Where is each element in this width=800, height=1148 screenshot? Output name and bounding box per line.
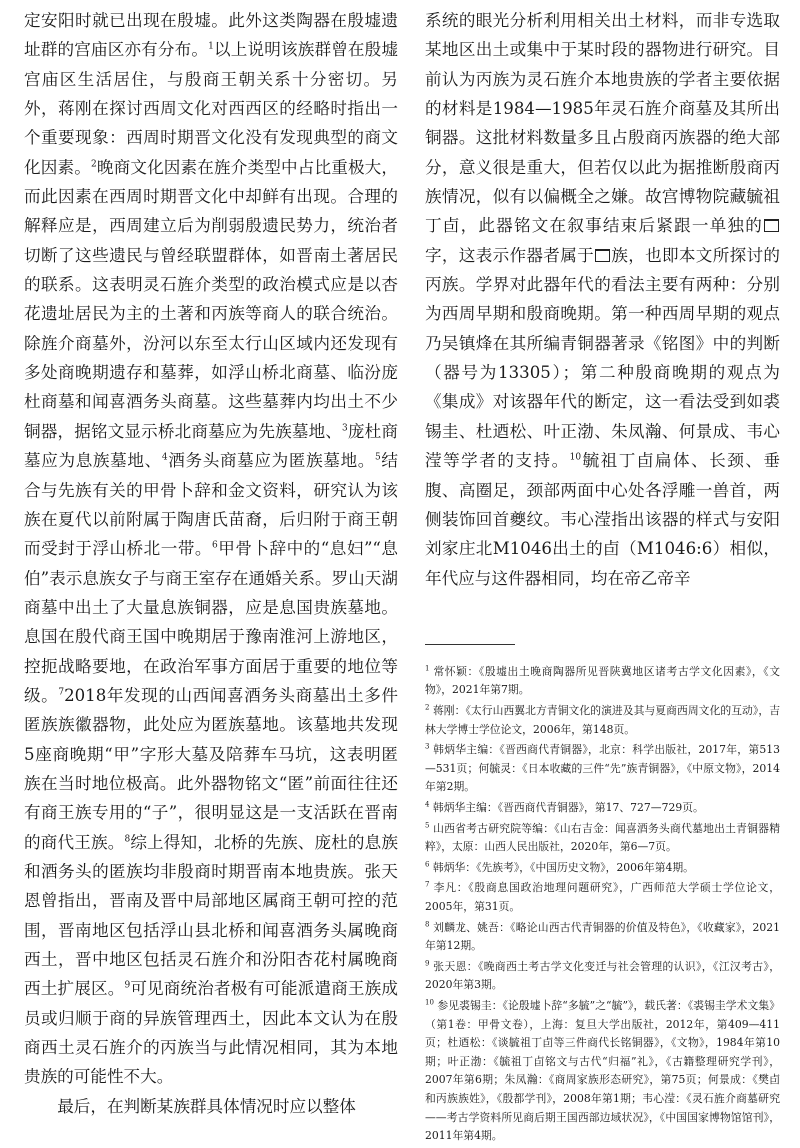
body-paragraph (425, 6, 780, 593)
text-run: 系统的眼光分析利用相关出土材料，而非专选取某地区出土或集中于某时段的器物进行研究。目前认为丙族为灵石旌介本地贵族的学者主要依据的材料是1984—1985年灵石旌介商墓及其所出铜器。这批材料数量多且占殷商丙族器的绝大部分，意义很是重大，但若仅以此为据推断殷商丙族情况，似有以偏概全之嫌。故宫博物院藏毓祖丁卣，此器铭文在叙事结束后紧跟一单独的 (425, 11, 780, 236)
footnotes (425, 663, 780, 1146)
text-run: 2018年发现的山西闻喜酒务头商墓出土多件匿族族徽器物，此处应为匿族墓地。该墓地共发现5座商晚期“甲”字形大墓及陪葬车马坑，这表明匿族在当时地位极高。此外器物铭文“匿”前面往往还有商王族专用的“子”，很明显这是一支活跃在晋南的商代王族。 (24, 685, 399, 852)
footnote-text: 韩炳华：《先族考》，《中国历史文物》，2006年第4期。 (429, 860, 694, 874)
text-run: 毓祖丁卣扁体、长颈、垂腹、高圈足，颈部两面中心处各浮雕一兽首，两侧装饰回首夔纹。韦心滢指出该器的样式与安阳刘家庄北M1046出土的卣（M1046:6）相似，年代应与这件器相同，均在帝乙帝辛 (425, 451, 781, 588)
footnote-ref: 4 (161, 452, 168, 463)
text-run: 庞杜商墓应为息族墓地、 (24, 421, 398, 471)
text-run: 可见商统治者极有可能派遣商王族成员或归顺于商的异族管理西土，因此本文认为在殷商西土灵石旌介的丙族当与此情况相同，其为本地贵族的可能性不大。 (24, 979, 399, 1087)
footnote-number: 4 (425, 800, 430, 809)
footnote (425, 663, 780, 700)
footnote-text: 刘麟龙、姚吾：《略论山西古代青铜器的价值及特色》，《收藏家》，2021年第12期。 (425, 920, 780, 953)
footnote-number: 8 (425, 920, 430, 928)
footnote (425, 919, 780, 956)
footnote (425, 958, 780, 995)
footnote-number: 9 (425, 959, 430, 968)
left-column (24, 6, 398, 1121)
footnote (425, 859, 780, 878)
bing-clan-glyph (595, 249, 610, 262)
body-paragraph (24, 6, 398, 1092)
footnote-ref: 9 (124, 980, 131, 991)
footnote-divider (425, 644, 515, 645)
footnote-text: 参见裘锡圭：《论殷墟卜辞“多毓”之“毓”》，载氏著：《裘锡圭学术文集》（第1卷：甲骨文卷），上海：复旦大学出版社，2012年，第409—411页；杜迺松：《谈毓祖丁卣等三件商代长铭铜器》，《文物》，1984年第10期；叶正渤：《毓祖丁卣铭文与古代“归福”礼》，《古籍整理研究学刊》，2007年第6期；朱凤瀚：《商周家族形态研究》，第75页；何景成：《樊卣和丙族族姓》，《殷都学刊》，2008年第1期；韦心滢：《灵石旌介商墓研究——考古学资料所见商后期王国西部边域状况》，《中国国家博物馆馆刊》，2011年第4期。 (425, 998, 780, 1143)
text-run: 综上得知，北桥的先族、庞杜的息族和酒务头的匿族均非殷商时期晋南本地贵族。张天恩曾指出，晋南及晋中局部地区属商王朝可控的范围，晋南地区包括浮山县北桥和闻喜酒务头属晚商西土，晋中地区包括灵石旌介和汾阳杏花村属晚商西土扩展区。 (24, 832, 399, 999)
footnote-ref: 1 (208, 41, 214, 52)
text-run: 最后，在判断某族群具体情况时应以整体 (57, 1096, 356, 1116)
footnote-number: 3 (425, 742, 430, 751)
footnote-number: 2 (425, 703, 430, 712)
text-run: 晚商文化因素在旌介类型中占比重极大，而此因素在西周时期晋文化中却鲜有出现。合理的解释应是，西周建立后为削弱殷遗民势力，统治者切断了这些遗民与曾经联盟群体，如晋南土著居民的联系。这表明灵石旌介类型的政治模式应是以杏花遗址居民为主的土著和丙族等商人的联合统治。除旌介商墓外，汾河以东至太行山区域内还发现有多处商晚期遗存和墓葬，如浮山桥北商墓、临汾庞杜商墓和闻喜酒务头商墓。这些墓葬内均出土不少铜器，据铭文显示桥北商墓应为先族墓地、 (24, 157, 399, 441)
right-column (425, 6, 780, 1148)
footnote (425, 702, 780, 739)
footnote-ref: 2 (90, 159, 97, 170)
footnote-number: 6 (425, 860, 430, 869)
text-run: 定安阳时就已出现在殷墟。此外这类陶器在殷墟遗址群的宫庙区亦有分布。 (24, 11, 398, 60)
text-run: 酒务头商墓应为匿族墓地。 (167, 451, 376, 471)
footnote-ref: 7 (58, 687, 65, 698)
footnote-ref: 10 (569, 452, 582, 463)
footnote-text: 韩炳华主编：《晋西商代青铜器》，第17、727—729页。 (429, 801, 704, 815)
footnote (425, 799, 780, 818)
footnote-ref: 3 (342, 423, 348, 434)
footnote-number: 5 (425, 821, 430, 830)
footnote-number: 1 (425, 664, 430, 673)
text-run: 结合与先族有关的甲骨卜辞和金文资料，研究认为该族在夏代以前附属于陶唐氏苗裔，后归附于商王朝而受封于浮山桥北一带。 (24, 451, 399, 559)
text-run: 甲骨卜辞中的“息妇”“息伯”表示息族女子与商王室存在通婚关系。罗山天湖商墓中出土了大量息族铜器，应是息国贵族墓地。息国在殷代商王国中晚期居于豫南淮河上游地区，控扼战略要地，在政治军事方面居于重要的地位等级。 (24, 539, 398, 705)
body-paragraph (24, 1092, 398, 1121)
footnote (425, 997, 780, 1146)
footnote (425, 820, 780, 857)
text-run: 以上说明该族群曾在殷墟宫庙区生活居住，与殷商王朝关系十分密切。另外，蒋刚在探讨西周文化对西西区的经略时指出一个重要现象：西周时期晋文化没有发现典型的商文化因素。 (24, 40, 399, 177)
footnote (425, 741, 780, 797)
footnote-number: 7 (425, 880, 430, 889)
footnote-text: 张天恩：《晚商西土考古学文化变迁与社会管理的认识》，《江汉考古》，2020年第3期。 (425, 959, 780, 992)
footnote-text: 韩炳华主编：《晋西商代青铜器》，北京：科学出版社，2017年，第513—531页；何毓灵：《日本收藏的三件“先”族青铜器》，《中原文物》，2014年第2期。 (425, 743, 780, 794)
footnote-ref: 6 (212, 540, 218, 551)
footnote-number: 10 (425, 998, 434, 1007)
footnote (425, 879, 780, 916)
footnote-text: 常怀颖：《殷墟出土晚商陶器所见晋陕冀地区诸考古学文化因素》，《文物》，2021年第7期。 (425, 664, 780, 697)
bing-clan-glyph (764, 219, 779, 232)
footnote-ref: 5 (375, 452, 381, 463)
footnote-text: 李凡：《殷商息国政治地理问题研究》，广西师范大学硕士学位论文，2005年，第31页。 (425, 881, 780, 913)
footnote-text: 蒋刚：《太行山西翼北方青铜文化的演进及其与夏商西周文化的互动》，吉林大学博士学位论文，2006年，第148页。 (425, 704, 780, 736)
text-run: 字，这表示作器者属于 (425, 245, 594, 265)
footnote-text: 山西省考古研究院等编：《山右吉金：闻喜酒务头商代墓地出土青铜器精粹》，太原：山西人民出版社，2020年，第6—7页。 (425, 821, 780, 854)
text-run: 族，也即本文所探讨的丙族。学界对此器年代的看法主要有两种：分别为西周早期和殷商晚期。第一种西周早期的观点乃吴镇烽在其所编青铜器著录《铭图》中的判断（器号为13305）；第二种殷商晚期的观点为《集成》对该器年代的断定，这一看法受到如裘锡圭、杜迺松、叶正渤、朱凤瀚、何景成、韦心滢等学者的支持。 (425, 245, 780, 471)
footnote-ref: 8 (124, 834, 131, 845)
